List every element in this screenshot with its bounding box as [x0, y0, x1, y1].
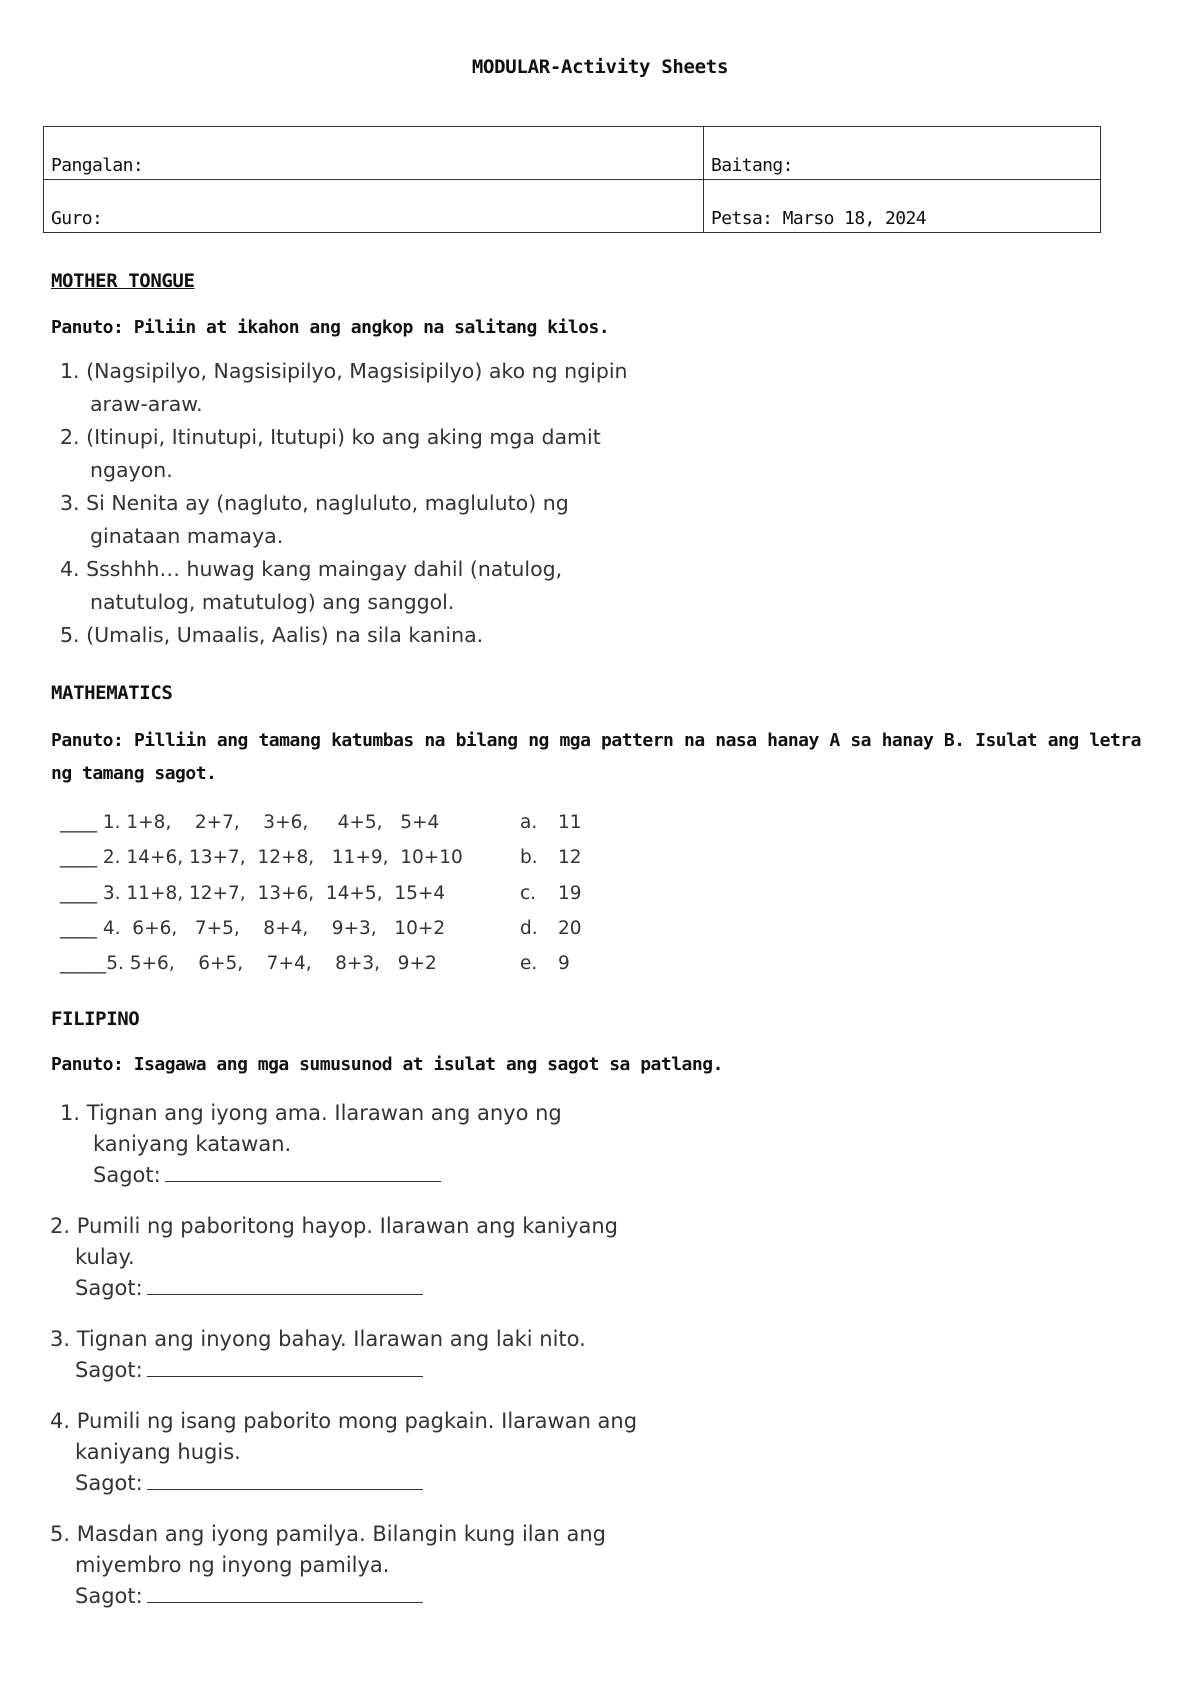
answer-blank[interactable]: [165, 1161, 441, 1182]
list-item: 4. Pumili ng isang paborito mong pagkain. Ilarawan ang kaniyang hugis. Sagot:: [50, 1409, 638, 1495]
teacher-field[interactable]: Guro:: [44, 180, 704, 233]
list-item: 2. Pumili ng paboritong hayop. Ilarawan ang kaniyang kulay. Sagot:: [50, 1214, 618, 1300]
answer-blank[interactable]: [147, 1582, 423, 1603]
filipino-instructions: Panuto: Isagawa ang mga sumusunod at isulat ang sagot sa patlang.: [51, 1054, 723, 1075]
list-item: 3. Tignan ang inyong bahay. Ilarawan ang laki nito. Sagot:: [50, 1327, 586, 1382]
mother-tongue-list: [60, 355, 660, 652]
mathematics-instructions: Panuto: Pilliin ang tamang katumbas na bilang ng mga pattern na nasa hanay A sa hanay B. Isulat ang letra ng tamang sagot.: [51, 730, 1141, 784]
list-item: 1. Tignan ang iyong ama. Ilarawan ang anyo ng kaniyang katawan. Sagot:: [60, 1101, 562, 1187]
student-info-table: [43, 126, 1101, 233]
list-item: 1. (Nagsipilyo, Nagsisipilyo, Magsisipilyo) ako ng ngipin araw-araw.: [60, 359, 628, 416]
list-item: 5. (Umalis, Umaalis, Aalis) na sila kanina.: [60, 623, 484, 647]
filipino-list: [50, 1098, 690, 1632]
answer-blank[interactable]: [147, 1274, 423, 1295]
mathematics-heading: MATHEMATICS: [51, 682, 173, 704]
grade-field[interactable]: Baitang:: [704, 127, 1101, 180]
list-item: 2. (Itinupi, Itinutupi, Itutupi) ko ang aking mga damit ngayon.: [60, 425, 601, 482]
list-item: 3. Si Nenita ay (nagluto, nagluluto, magluluto) ng ginataan mamaya.: [60, 491, 569, 548]
name-field[interactable]: Pangalan:: [44, 127, 704, 180]
answer-blank[interactable]: [147, 1356, 423, 1377]
date-field: Petsa: Marso 18, 2024: [704, 180, 1101, 233]
answer-blank[interactable]: [147, 1469, 423, 1490]
page-title: MODULAR-Activity Sheets: [471, 56, 729, 78]
list-item: 5. Masdan ang iyong pamilya. Bilangin kung ilan ang miyembro ng inyong pamilya. Sagot:: [50, 1522, 606, 1608]
filipino-heading: FILIPINO: [51, 1008, 140, 1030]
mother-tongue-instructions: Panuto: Piliin at ikahon ang angkop na salitang kilos.: [51, 317, 610, 338]
mother-tongue-heading: MOTHER TONGUE: [51, 270, 195, 292]
list-item: 4. Ssshhh… huwag kang maingay dahil (natulog, natutulog, matutulog) ang sanggol.: [60, 557, 563, 614]
